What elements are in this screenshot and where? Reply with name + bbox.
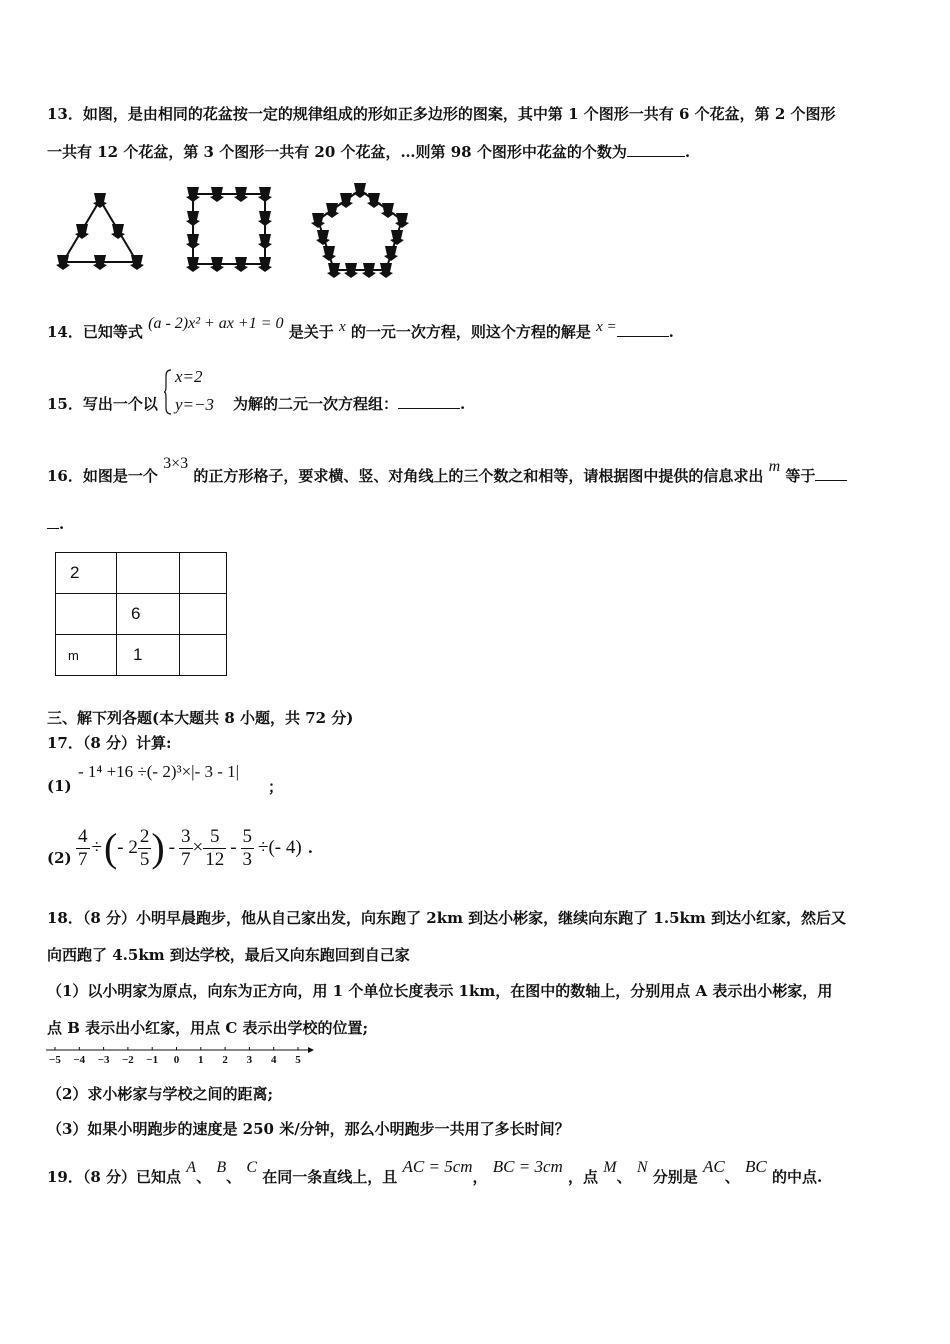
square-pattern [193,194,265,264]
answer-blank [815,466,847,481]
q16-var-m: m [768,458,781,475]
q19-ac: AC = 5cm [402,1157,473,1176]
fraction [241,826,255,871]
q17-p2-expr [76,822,313,874]
q15-eq2: y=−3 [175,395,214,414]
number-line-label: 0 [173,1054,180,1066]
q15-suffix [233,393,465,414]
q13-text: 一共有 12 个花盆，第 3 个图形一共有 20 个花盆，…则第 98 个图形中花盆的个数为 [47,143,627,161]
q14 [47,315,674,342]
answer-blank [398,394,460,409]
q17-p2-tail: ÷(- 4) [258,837,302,858]
q14-equation: (a - 2)x² + ax +1 = 0 [148,315,284,332]
denominator: 5 [139,848,150,870]
point-b: B [216,1159,227,1176]
q14-mid2: 的一元一次方程，则这个方程的解是 [350,323,591,341]
q14-var-x: x [338,319,346,335]
separator: 、 [616,1168,632,1186]
q16-end: . [59,515,65,533]
section-heading: 三、解下列各题(本大题共 8 小题，共 72 分) [47,709,354,727]
point-a: A [186,1159,197,1176]
separator: 、 [226,1168,242,1186]
divide-sign: ÷ [91,837,102,858]
number-line-label: −5 [49,1054,61,1066]
numerator: 5 [203,826,226,849]
q15-eq1: x=2 [175,367,203,386]
fraction [76,826,90,871]
q18-line2: 向西跑了 4.5km 到达学校，最后又向东跑回到自己家 [47,946,410,964]
q18-sub3: （3）如果小明跑步的速度是 250 米/分钟，那么小明跑步一共用了多长时间？ [47,1120,570,1138]
numerator: 2 [139,825,150,847]
grid-cell [56,594,117,635]
separator: ， [472,1168,488,1186]
minus-sign: - [168,837,175,858]
denominator: 7 [78,848,88,870]
grid-cell [117,553,180,594]
magic-square-grid [55,552,227,676]
q19-end: 的中点. [771,1168,823,1186]
flower-pot-patterns [48,180,418,284]
q19-mid1: 在同一条直线上，且 [262,1168,398,1186]
point-n: N [636,1159,648,1176]
q16-size: 3×3 [163,455,189,472]
q17-p1-expr: - 1⁴ +16 ÷(- 2)³×|- 3 - 1| [78,762,240,781]
fraction [179,826,193,871]
q16-prefix: 16．如图是一个 [47,467,158,485]
q19-mid3: 分别是 [652,1168,698,1186]
times-sign: × [192,837,204,858]
triangle-pattern [63,200,137,262]
q16-mid: 的正方形格子，要求横、竖、对角线上的三个数之和相等，请根据图中提供的信息求出 [193,467,764,485]
number-line-label: −4 [73,1054,86,1066]
segment-bc: BC [745,1157,767,1176]
q18-sub1-line2: 点 B 表示出小红家，用点 C 表示出学校的位置; [47,1019,369,1037]
q15-prefix: 15．写出一个以 [47,395,158,413]
arrow-right-icon [308,1047,314,1053]
grid-cell: 2 [56,553,117,594]
number-line-label: 3 [246,1054,253,1066]
q16-suffix: 等于 [785,467,816,485]
q13-line2 [47,141,690,162]
answer-blank [627,142,685,157]
triangle-pots [56,193,144,270]
square-pots [186,187,272,272]
number-line-label: −2 [122,1054,134,1066]
q19-bc: BC = 3cm [492,1157,563,1176]
segment-ac: AC [703,1157,725,1176]
q18-line1: 18．（8 分）小明早晨跑步，他从自己家出发，向东跑了 2km 到达小彬家，继续向东跑了 1.5km 到达小红家，然后又 [47,909,846,927]
answer-blank-cont [47,514,59,529]
point-c: C [246,1159,258,1176]
q14-end: . [668,323,674,341]
left-brace-icon [163,368,173,416]
grid-cell: 6 [117,594,180,635]
number-line-label: −3 [97,1054,110,1066]
number-line-label: 5 [295,1054,301,1066]
grid-cell: 1 [117,635,180,676]
grid-cell [180,635,227,676]
q14-mid1: 是关于 [288,323,334,341]
q15-end: . [460,395,466,413]
grid-cell [180,553,227,594]
q18-sub1-line1: （1）以小明家为原点，向东为正方向，用 1 个单位长度表示 1km，在图中的数轴上，分别用点 A 表示出小彬家，用 [47,982,833,1000]
right-paren: ) [151,825,165,870]
q18-sub2: （2）求小彬家与学校之间的距离; [47,1085,273,1103]
q17-p1-label: (1) [47,777,72,795]
answer-blank [617,322,669,337]
number-line-label: 4 [270,1054,277,1066]
numerator: 3 [181,825,191,847]
numerator: 5 [242,825,253,847]
q14-x-eq: x = [596,319,617,335]
q19-prefix: 19．（8 分）已知点 [47,1168,182,1186]
number-line-label: −1 [146,1054,159,1066]
q19 [47,1157,823,1187]
q17-title: 17．（8 分）计算: [47,734,172,752]
denominator: 7 [181,848,191,870]
fraction [138,826,152,871]
mixed-whole: - 2 [117,837,138,858]
q16-end-line [47,514,64,533]
numerator: 4 [78,825,88,847]
denominator: 3 [242,848,253,870]
q14-prefix: 14．已知等式 [47,323,143,341]
separator: 、 [724,1168,740,1186]
grid-cell [180,594,227,635]
minus-sign: - [230,837,237,858]
q15-suffix-text: 为解的二元一次方程组： [233,395,399,413]
fraction [203,826,226,871]
number-line [44,1044,319,1070]
grid-cell: m [56,635,117,676]
denominator: 12 [205,848,225,870]
q17-p1-end: ； [268,778,284,796]
q16 [47,455,847,486]
point-m: M [603,1159,617,1176]
number-line-label: 2 [222,1054,228,1066]
q19-mid2: ，点 [568,1168,599,1186]
q17-p2-end: . [307,839,313,857]
q13-line1: 13．如图，是由相同的花盆按一定的规律组成的形如正多边形的图案，其中第 1 个图形一共有 6 个花盆，第 2 个图形 [47,105,836,123]
q13-end: . [684,143,691,161]
q17-p2-label: (2) [47,849,72,867]
separator: 、 [196,1168,212,1186]
left-paren: ( [103,825,118,870]
pentagon-pots [311,183,409,278]
number-line-label: 1 [198,1054,204,1066]
